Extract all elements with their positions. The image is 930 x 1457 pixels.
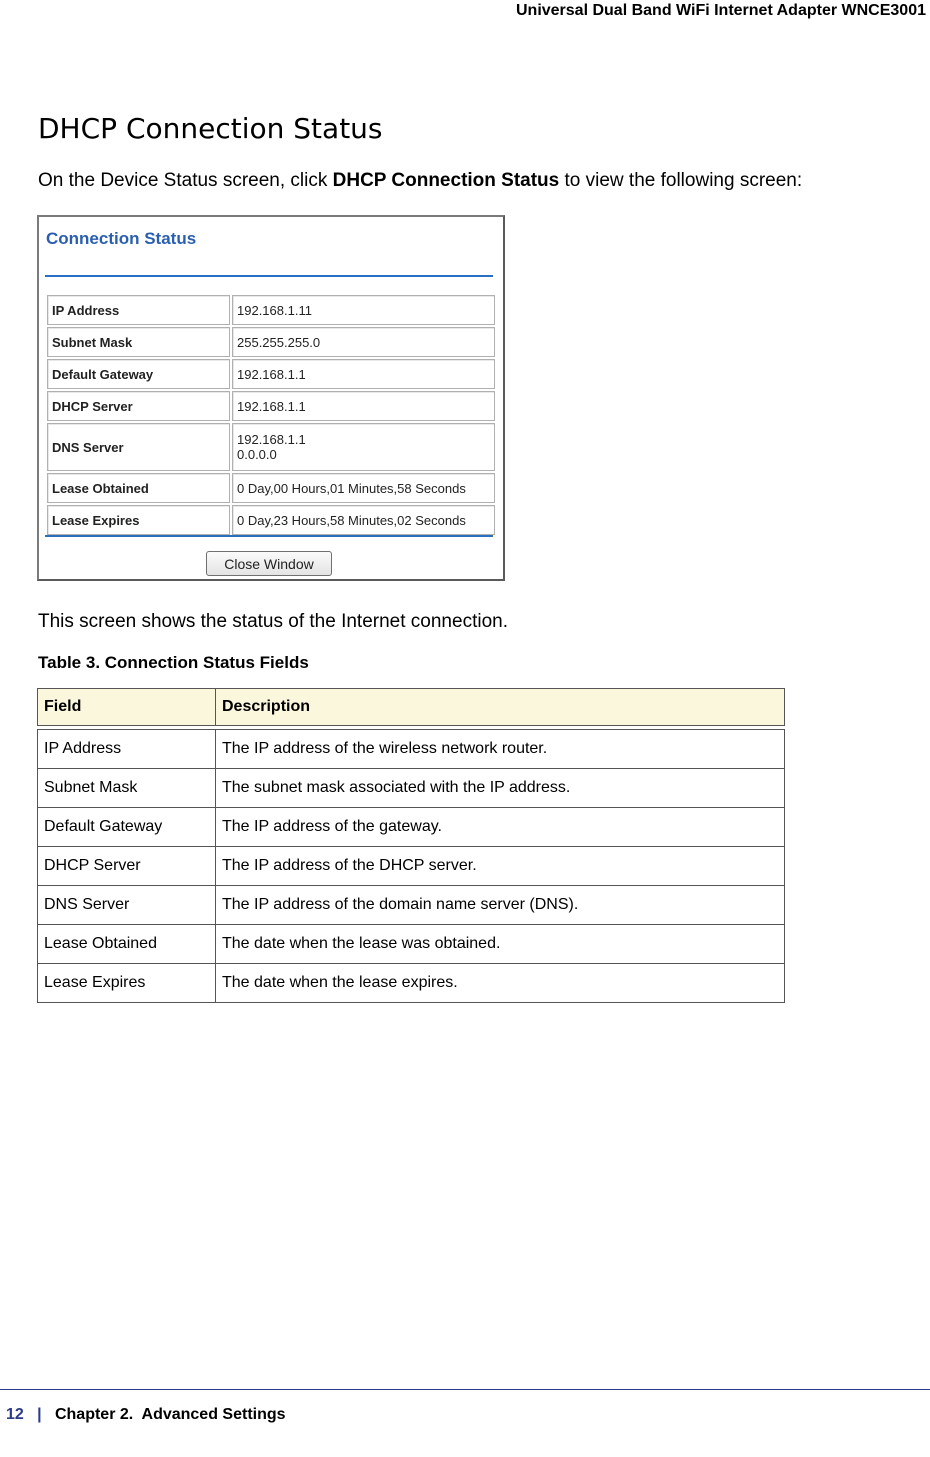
status-label: IP Address	[47, 295, 230, 325]
table-row	[38, 925, 785, 964]
status-value: 192.168.1.1	[232, 359, 495, 389]
status-label: DNS Server	[47, 423, 230, 471]
status-value: 0 Day,00 Hours,01 Minutes,58 Seconds	[232, 473, 495, 503]
field-cell: Lease Obtained	[38, 925, 216, 964]
table-row	[38, 886, 785, 925]
status-row	[47, 327, 495, 357]
footer-rule	[0, 1389, 930, 1390]
connection-status-screenshot	[37, 215, 505, 581]
status-row	[47, 391, 495, 421]
description-cell: The date when the lease expires.	[216, 964, 785, 1003]
status-row	[47, 295, 495, 325]
table-row	[38, 964, 785, 1003]
status-label: Lease Expires	[47, 505, 230, 535]
field-cell: DNS Server	[38, 886, 216, 925]
status-row	[47, 423, 495, 471]
field-cell: DHCP Server	[38, 847, 216, 886]
status-label: Subnet Mask	[47, 327, 230, 357]
running-header: Universal Dual Band WiFi Internet Adapter WNCE3001	[515, 2, 926, 19]
screenshot-bottom-rule	[45, 535, 493, 537]
field-cell: Subnet Mask	[38, 769, 216, 808]
status-value: 0 Day,23 Hours,58 Minutes,02 Seconds	[232, 505, 495, 535]
intro-paragraph	[38, 170, 802, 192]
status-value: 192.168.1.11	[232, 295, 495, 325]
footer-separator: |	[37, 1406, 42, 1423]
status-label: DHCP Server	[47, 391, 230, 421]
page-number: 12	[6, 1406, 24, 1423]
table-row	[38, 808, 785, 847]
dns-secondary: 0.0.0.0	[237, 447, 277, 462]
status-row	[47, 505, 495, 535]
description-cell: The date when the lease was obtained.	[216, 925, 785, 964]
status-row	[47, 359, 495, 389]
header-description: Description	[216, 689, 785, 726]
field-cell: IP Address	[38, 730, 216, 769]
table-title: Table 3. Connection Status Fields	[38, 653, 309, 672]
intro-text-after: to view the following screen:	[559, 170, 803, 191]
intro-bold-term: DHCP Connection Status	[332, 170, 560, 191]
status-value	[232, 423, 495, 471]
header-field: Field	[38, 689, 216, 726]
table-header-row	[38, 689, 785, 726]
status-value: 255.255.255.0	[232, 327, 495, 357]
page-footer	[6, 1406, 286, 1424]
connection-status-fields-table	[37, 688, 785, 1003]
chapter-title: Chapter 2. Advanced Settings	[54, 1406, 286, 1423]
description-cell: The IP address of the domain name server (DNS).	[216, 886, 785, 925]
screenshot-top-rule	[45, 275, 493, 277]
table-row	[38, 769, 785, 808]
section-title: DHCP Connection Status	[38, 112, 383, 145]
screenshot-title: Connection Status	[46, 229, 197, 248]
status-table	[45, 293, 497, 537]
status-row	[47, 473, 495, 503]
status-label: Lease Obtained	[47, 473, 230, 503]
description-cell: The IP address of the wireless network router.	[216, 730, 785, 769]
status-label: Default Gateway	[47, 359, 230, 389]
description-cell: The IP address of the gateway.	[216, 808, 785, 847]
status-value: 192.168.1.1	[232, 391, 495, 421]
close-window-button[interactable]: Close Window	[206, 551, 332, 576]
field-cell: Lease Expires	[38, 964, 216, 1003]
table-row	[38, 730, 785, 769]
table-row	[38, 847, 785, 886]
screenshot-caption: This screen shows the status of the Internet connection.	[38, 611, 508, 632]
description-cell: The IP address of the DHCP server.	[216, 847, 785, 886]
description-cell: The subnet mask associated with the IP address.	[216, 769, 785, 808]
field-cell: Default Gateway	[38, 808, 216, 847]
dns-primary: 192.168.1.1	[237, 432, 306, 447]
intro-text-before: On the Device Status screen, click	[38, 170, 333, 191]
